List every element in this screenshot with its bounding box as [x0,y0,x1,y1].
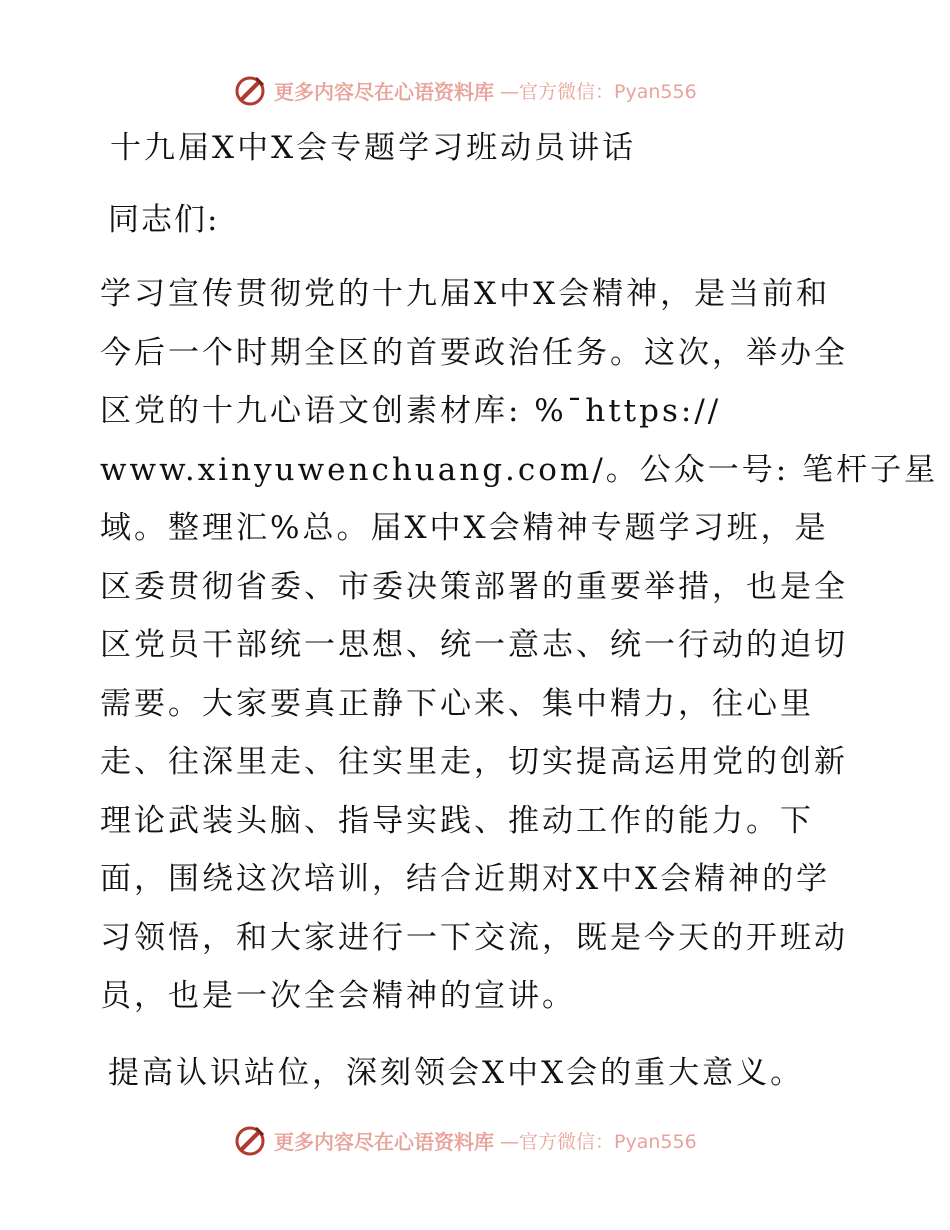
paragraph-line: 习领悟，和大家进行一下交流，既是今天的开班动 [100,919,848,956]
banner-main-text: 更多内容尽在心语资料库 [274,79,494,104]
body-paragraph [100,265,939,1026]
paragraph-line: 域。整理汇%总。届X中X会精神专题学习班，是 [100,510,829,546]
paragraph-line: 区党员干部统一思想、统一意志、统一行动的迫切 [100,627,848,663]
banner-main-text: 更多内容尽在心语资料库 [274,1129,494,1154]
footer-banner [232,1120,697,1160]
brand-logo-icon [232,72,268,108]
paragraph-line: 走、往深里走、往实里走，切实提高运用党的创新 [100,744,848,780]
document-body [100,115,939,1106]
paragraph-line: 学习宣传贯彻党的十九届X中X会精神，是当前和 [100,276,831,312]
banner-sub-text: —官方微信：Pyan556 [500,80,697,103]
brand-logo-icon [232,1122,268,1158]
header-banner [232,70,697,110]
paragraph-line: 区委贯彻省委、市委决策部署的重要举措，也是全 [100,568,848,605]
paragraph-line: 需要。大家要真正静下心来、集中精力，往心里 [100,685,814,722]
salutation: 同志们: [108,202,220,238]
paragraph-line: 理论武装头脑、指导实践、推动工作的能力。下 [100,802,814,839]
paragraph-line: 今后一个时期全区的首要政治任务。这次，举办全 [100,334,848,371]
paragraph-line: 区党的十九心语文创素材库: %¯https:// [100,393,722,429]
section-heading: 提高认识站位，深刻领会X中X会的重大意义。 [108,1054,805,1091]
paragraph-line: 面，围绕这次培训，结合近期对X中X会精神的学 [100,861,831,897]
paragraph-line: www.xinyuwenchuang.com/。公众一号: 笔杆子星 [100,451,939,488]
banner-sub-text: —官方微信：Pyan556 [500,1130,697,1153]
document-title: 十九届X中X会专题学习班动员讲话 [110,130,637,166]
paragraph-line: 员，也是一次全会精神的宣讲。 [100,978,576,1014]
